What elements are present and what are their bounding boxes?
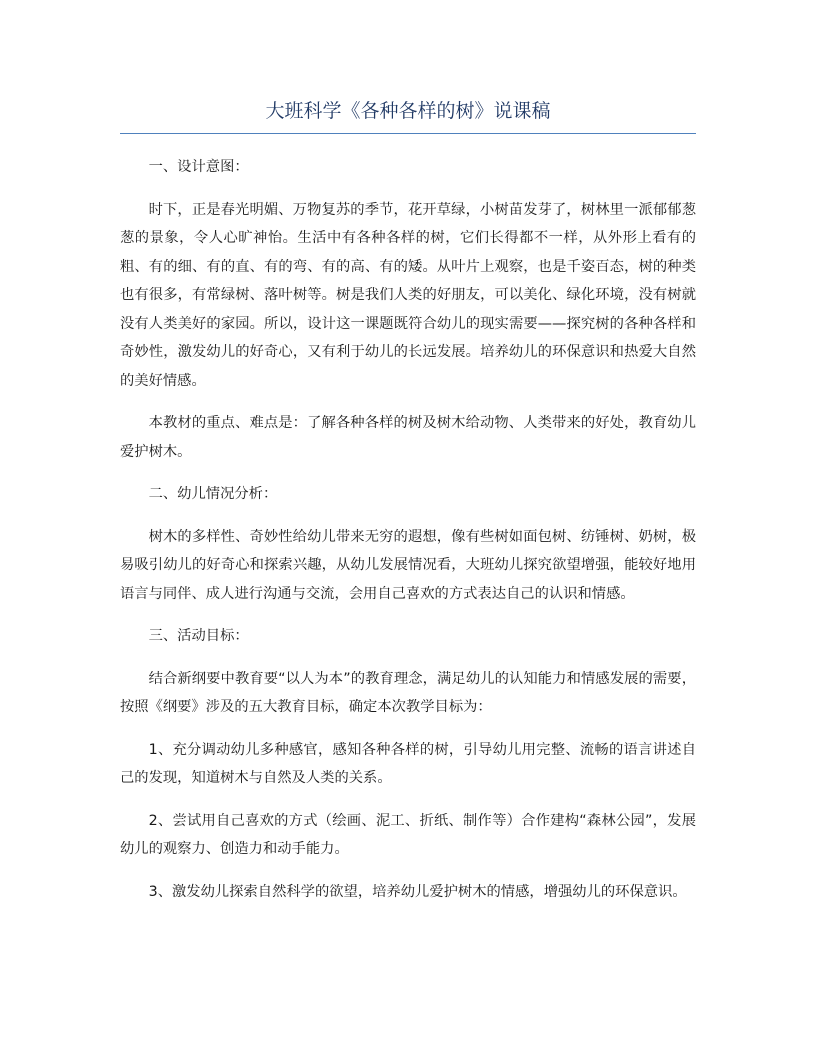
section-heading-design-intent: 一、设计意图： (148, 159, 249, 175)
title-underline (120, 133, 696, 134)
paragraph-key-points: 本教材的重点、难点是：了解各种各样的树及树木给动物、人类带来的好处，教育幼儿爱护树木。 (120, 415, 696, 460)
document-body (120, 153, 696, 920)
goal-item-2: 2、尝试用自己喜欢的方式（绘画、泥工、折纸、制作等）合作建构“森林公园”，发展幼儿的观察力、创造力和动手能力。 (120, 812, 696, 857)
paragraph-goals-intro: 结合新纲要中教育要“以人为本”的教育理念，满足幼儿的认知能力和情感发展的需要，按照《纲要》涉及的五大教育目标，确定本次教学目标为： (120, 670, 696, 715)
section-heading-child-analysis: 二、幼儿情况分析： (148, 486, 278, 502)
document-title: 大班科学《各种各样的树》说课稿 (265, 100, 551, 122)
section-heading-goals: 三、活动目标： (148, 628, 249, 644)
paragraph-child-analysis: 树木的多样性、奇妙性给幼儿带来无穷的遐想，像有些树如面包树、纺锤树、奶树，极易吸引幼儿的好奇心和探索兴趣，从幼儿发展情况看，大班幼儿探究欲望增强，能较好地用语言与同伴、成人进行沟通与交流，会用自己喜欢的方式表达自己的认识和情感。 (120, 528, 696, 602)
goal-item-1: 1、充分调动幼儿多种感官，感知各种各样的树，引导幼儿用完整、流畅的语言讲述自己的发现，知道树木与自然及人类的关系。 (120, 741, 696, 786)
paragraph-design-intent: 时下，正是春光明媚、万物复苏的季节，花开草绿，小树苗发芽了，树林里一派郁郁葱葱的景象，令人心旷神怡。生活中有各种各样的树，它们长得都不一样，从外形上看有的粗、有的细、有的直、有的弯、有的高、有的矮。从叶片上观察，也是千姿百态，树的种类也有很多，有常绿树、落叶树等。树是我们人类的好朋友，可以美化、绿化环境，没有树就没有人类美好的家园。所以，设计这一课题既符合幼儿的现实需要——探究树的各种各样和奇妙性，激发幼儿的好奇心，又有利于幼儿的长远发展。培养幼儿的环保意识和热爱大自然的美好情感。 (120, 201, 696, 389)
goal-item-3: 3、激发幼儿探索自然科学的欲望，培养幼儿爱护树木的情感，增强幼儿的环保意识。 (148, 883, 687, 900)
